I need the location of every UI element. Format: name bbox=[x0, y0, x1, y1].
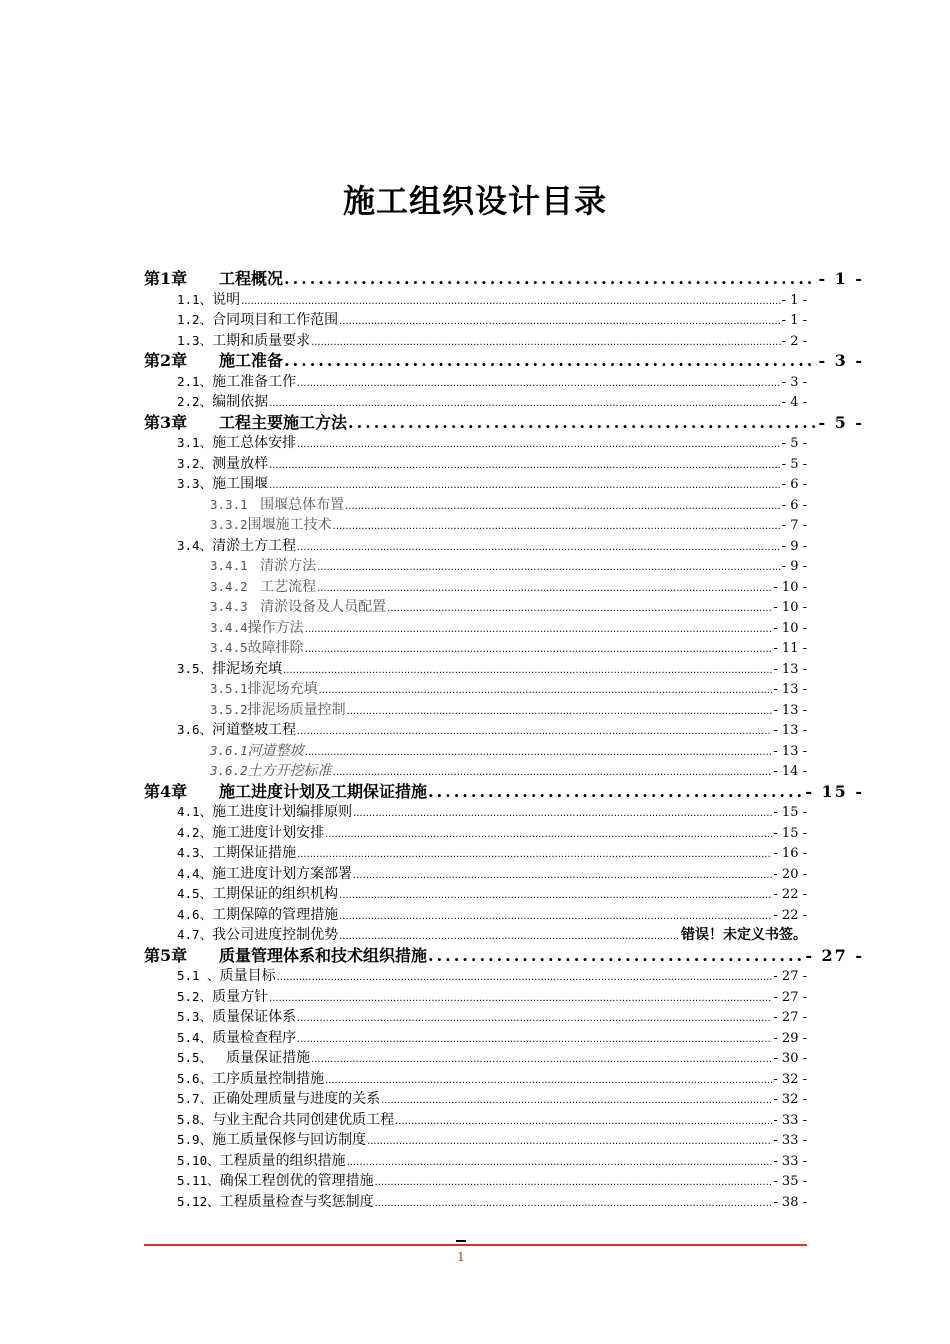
toc-number: 3.4.4 bbox=[210, 619, 248, 635]
toc-section[interactable] bbox=[177, 535, 807, 555]
toc-title: 质量目标 bbox=[219, 968, 276, 984]
toc-title: 工期保障的管理措施 bbox=[212, 906, 339, 923]
page-title: 施工组织设计目录 bbox=[342, 182, 607, 220]
toc-page-number: - 13 - bbox=[773, 661, 807, 677]
toc-section[interactable] bbox=[177, 658, 807, 678]
toc-page-number: - 10 - bbox=[773, 600, 807, 615]
toc-page-number: - 7 - bbox=[781, 518, 807, 533]
toc-dot-leader bbox=[375, 1177, 773, 1188]
toc-section[interactable] bbox=[177, 1068, 807, 1088]
toc-title: 正确处理质量与进度的关系 bbox=[212, 1091, 381, 1107]
toc-title: 工期和质量要求 bbox=[212, 332, 311, 349]
toc-title: 质量保证体系 bbox=[212, 1009, 297, 1025]
toc-section[interactable] bbox=[177, 289, 807, 309]
toc-number: 2.2、 bbox=[177, 394, 213, 409]
toc-title: 我公司进度控制优势 bbox=[212, 927, 339, 943]
toc-dot-leader bbox=[387, 603, 772, 614]
toc-dot-leader bbox=[297, 542, 781, 553]
toc-dot-leader bbox=[269, 460, 781, 471]
toc-number: 4.1、 bbox=[177, 804, 213, 819]
toc-title: 操作方法 bbox=[247, 619, 304, 636]
toc-page-number: - 5 - bbox=[781, 436, 807, 451]
toc-dot-leader bbox=[325, 1075, 772, 1086]
toc-page-number: - 1 - bbox=[781, 292, 807, 308]
toc-section[interactable] bbox=[177, 1191, 807, 1211]
toc-page-number: - 5 - bbox=[818, 412, 864, 432]
toc-number: 5.5、 bbox=[177, 1050, 213, 1065]
toc-dot-leader bbox=[333, 521, 781, 532]
toc-section[interactable] bbox=[177, 863, 807, 883]
toc-title: 围堰总体布置 bbox=[260, 496, 345, 513]
toc-dot-leader bbox=[317, 583, 772, 594]
toc-section[interactable] bbox=[177, 842, 807, 862]
toc-section[interactable] bbox=[177, 883, 807, 903]
toc-page-number: - 35 - bbox=[773, 1174, 807, 1189]
toc-subsection[interactable] bbox=[210, 617, 807, 637]
toc-page-number: 错误！未定义书签。 bbox=[681, 927, 807, 943]
toc-number: 3.4.2 bbox=[210, 578, 261, 594]
toc-title: 质量方针 bbox=[212, 988, 269, 1005]
toc-section[interactable] bbox=[177, 1129, 807, 1149]
toc-dot-leader bbox=[381, 1095, 772, 1106]
toc-subsection[interactable] bbox=[210, 494, 807, 514]
footer-page-number: 1 bbox=[457, 1250, 465, 1264]
toc-section[interactable] bbox=[177, 1109, 807, 1129]
toc-dot-leader bbox=[297, 1034, 772, 1045]
toc-dot-leader bbox=[347, 1157, 773, 1168]
toc-page-number: - 13 - bbox=[773, 702, 807, 718]
toc-title: 工期保证的组织机构 bbox=[212, 886, 339, 902]
toc-number: 第3章 bbox=[144, 412, 188, 432]
toc-title: 工程质量的组织措施 bbox=[219, 1152, 346, 1169]
toc-title: 工期保证措施 bbox=[212, 845, 297, 861]
toc-title: 工程概况 bbox=[219, 269, 284, 288]
toc-number: 5.2、 bbox=[177, 988, 213, 1004]
toc-title: 合同项目和工作范围 bbox=[212, 312, 339, 328]
toc-page-number: - 9 - bbox=[781, 559, 807, 574]
toc-section[interactable] bbox=[177, 371, 807, 391]
toc-page-number: - 27 - bbox=[773, 989, 807, 1005]
toc-dot-leader bbox=[269, 993, 772, 1004]
toc-number: 5.12、 bbox=[177, 1193, 220, 1209]
toc-section[interactable] bbox=[177, 1170, 807, 1190]
toc-title: 河道整坡 bbox=[247, 742, 304, 759]
toc-number: 1.3、 bbox=[177, 332, 213, 348]
toc-chapter[interactable] bbox=[144, 943, 864, 965]
toc-subsection[interactable] bbox=[210, 596, 807, 616]
toc-number: 1.1、 bbox=[177, 291, 213, 307]
toc-page-number: - 29 - bbox=[773, 1030, 807, 1046]
toc-dot-leader bbox=[333, 767, 773, 778]
toc-number: 第2章 bbox=[144, 351, 188, 370]
toc-dot-leader bbox=[297, 849, 772, 860]
toc-page-number: - 32 - bbox=[773, 1092, 807, 1107]
toc-page-number: - 27 - bbox=[773, 1010, 807, 1025]
toc-dot-leader bbox=[283, 665, 772, 676]
toc-dot-leader bbox=[353, 870, 772, 881]
toc-page-number: - 14 - bbox=[773, 764, 807, 779]
toc-page-number: - 27 - bbox=[805, 945, 864, 965]
toc-section[interactable] bbox=[177, 1006, 807, 1026]
toc-page-number: - 1 - bbox=[781, 313, 807, 328]
toc-number: 3.3.1 bbox=[210, 496, 261, 512]
toc-chapter[interactable] bbox=[144, 348, 864, 370]
toc-title: 清淤设备及人员配置 bbox=[260, 599, 387, 615]
toc-page-number: - 33 - bbox=[773, 1112, 807, 1128]
toc-chapter[interactable] bbox=[144, 779, 864, 801]
toc-subsection[interactable] bbox=[210, 555, 807, 575]
toc-dot-leader bbox=[348, 413, 817, 432]
toc-dot-leader bbox=[297, 1013, 772, 1024]
toc-dot-leader bbox=[277, 972, 773, 983]
toc-page-number: - 22 - bbox=[773, 907, 807, 923]
toc-page-number: - 38 - bbox=[773, 1194, 807, 1210]
toc-number: 5.3、 bbox=[177, 1009, 213, 1024]
toc-number: 5.4、 bbox=[177, 1029, 213, 1045]
toc-title: 测量放样 bbox=[212, 455, 269, 472]
toc-section[interactable] bbox=[177, 1027, 807, 1047]
toc-dot-leader bbox=[284, 269, 817, 288]
toc-page-number: - 20 - bbox=[773, 866, 807, 882]
toc-page-number: - 5 - bbox=[781, 456, 807, 472]
toc-dot-leader bbox=[339, 931, 680, 942]
toc-dot-leader bbox=[345, 501, 781, 512]
toc-title: 施工准备工作 bbox=[212, 373, 297, 390]
toc-title: 质量保证措施 bbox=[212, 1050, 311, 1066]
toc-section[interactable] bbox=[177, 822, 807, 842]
toc-title: 质量管理体系和技术组织措施 bbox=[219, 945, 428, 965]
toc-number: 3.4.3 bbox=[210, 599, 261, 614]
toc-section[interactable] bbox=[177, 309, 807, 329]
toc-title: 施工进度计划编排原则 bbox=[212, 804, 353, 820]
toc-page-number: - 27 - bbox=[773, 969, 807, 984]
toc-subsection[interactable] bbox=[210, 699, 807, 719]
toc-dot-leader bbox=[305, 747, 773, 758]
toc-title: 施工总体安排 bbox=[212, 435, 297, 451]
toc-page-number: - 6 - bbox=[781, 477, 807, 492]
toc-number: 4.2、 bbox=[177, 824, 213, 840]
toc-dot-leader bbox=[311, 337, 781, 348]
toc-dot-leader bbox=[339, 890, 772, 901]
toc-number: 第5章 bbox=[144, 945, 188, 965]
toc-number: 第1章 bbox=[144, 269, 188, 288]
toc-title: 排泥场质量控制 bbox=[247, 701, 346, 718]
toc-dot-leader bbox=[325, 829, 772, 840]
toc-dot-leader bbox=[339, 911, 772, 922]
toc-page-number: - 10 - bbox=[773, 620, 807, 636]
toc-page-number: - 13 - bbox=[773, 682, 807, 697]
toc-number: 4.6、 bbox=[177, 906, 213, 922]
footer-tick bbox=[456, 1240, 466, 1242]
toc-page-number: - 4 - bbox=[781, 395, 807, 410]
toc-number: 3.2、 bbox=[177, 455, 213, 471]
toc-dot-leader bbox=[297, 439, 781, 450]
toc-number: 3.4、 bbox=[177, 537, 213, 553]
toc-dot-leader bbox=[395, 1116, 772, 1127]
toc-page-number: - 15 - bbox=[805, 781, 864, 801]
toc-title: 施工质量保修与回访制度 bbox=[212, 1132, 367, 1148]
toc-number: 5.10、 bbox=[177, 1152, 220, 1168]
toc-page-number: - 10 - bbox=[773, 579, 807, 595]
toc-section[interactable] bbox=[177, 391, 807, 411]
toc-dot-leader bbox=[319, 685, 773, 696]
toc-dot-leader bbox=[297, 378, 781, 389]
toc-number: 2.1、 bbox=[177, 373, 213, 389]
toc-page-number: - 1 - bbox=[818, 269, 864, 288]
toc-title: 工程质量检查与奖惩制度 bbox=[219, 1193, 374, 1210]
toc-dot-leader bbox=[241, 296, 781, 307]
toc-section[interactable] bbox=[177, 330, 807, 350]
toc-number: 4.3、 bbox=[177, 845, 213, 860]
toc-dot-leader bbox=[367, 1136, 772, 1147]
toc-dot-leader bbox=[428, 946, 804, 965]
toc-section[interactable] bbox=[177, 1088, 807, 1108]
toc-section[interactable] bbox=[177, 1047, 807, 1067]
toc-page-number: - 3 - bbox=[818, 351, 864, 370]
toc-page-number: - 30 - bbox=[773, 1051, 807, 1066]
toc-title: 工序质量控制措施 bbox=[212, 1070, 325, 1087]
toc-number: 3.4.5 bbox=[210, 640, 248, 655]
toc-page-number: - 22 - bbox=[773, 887, 807, 902]
toc-title: 围堰施工技术 bbox=[247, 517, 332, 533]
toc-dot-leader bbox=[375, 1198, 773, 1209]
toc-dot-leader bbox=[311, 1054, 772, 1065]
toc-title: 质量检查程序 bbox=[212, 1029, 297, 1046]
toc-title: 排泥场充填 bbox=[247, 681, 318, 697]
toc-title: 编制依据 bbox=[212, 394, 269, 410]
toc-number: 3.5、 bbox=[177, 660, 213, 676]
toc-dot-leader bbox=[347, 706, 773, 717]
toc-title: 工程主要施工方法 bbox=[219, 412, 348, 432]
toc-number: 3.5.1 bbox=[210, 681, 248, 696]
toc-number: 5.9、 bbox=[177, 1132, 213, 1147]
toc-number: 3.3.2 bbox=[210, 517, 248, 532]
toc-page-number: - 6 - bbox=[781, 497, 807, 513]
toc-number: 3.6.1 bbox=[210, 742, 248, 758]
toc-subsection[interactable] bbox=[210, 514, 807, 534]
toc-subsection[interactable] bbox=[210, 576, 807, 596]
toc-page-number: - 11 - bbox=[773, 641, 807, 656]
toc-number: 5.8、 bbox=[177, 1111, 213, 1127]
toc-page-number: - 2 - bbox=[781, 333, 807, 349]
toc-number: 5.6、 bbox=[177, 1070, 213, 1086]
toc-page-number: - 33 - bbox=[773, 1133, 807, 1148]
toc-dot-leader bbox=[317, 562, 781, 573]
toc-chapter[interactable] bbox=[144, 266, 864, 288]
toc-page-number: - 32 - bbox=[773, 1071, 807, 1087]
toc-number: 4.5、 bbox=[177, 886, 213, 901]
toc-page-number: - 15 - bbox=[773, 805, 807, 820]
toc-number: 5.11、 bbox=[177, 1173, 220, 1188]
toc-dot-leader bbox=[339, 316, 781, 327]
toc-number: 1.2、 bbox=[177, 312, 213, 327]
toc-title: 施工进度计划安排 bbox=[212, 824, 325, 841]
toc-title: 确保工程创优的管理措施 bbox=[219, 1173, 374, 1189]
toc-chapter[interactable] bbox=[144, 410, 864, 432]
toc-dot-leader bbox=[305, 644, 773, 655]
toc-page-number: - 13 - bbox=[773, 723, 807, 738]
toc-title: 与业主配合共同创建优质工程 bbox=[212, 1111, 395, 1128]
toc-number: 3.6、 bbox=[177, 722, 213, 737]
toc-section[interactable] bbox=[177, 801, 807, 821]
toc-title: 施工进度计划方案部署 bbox=[212, 865, 353, 882]
toc-number: 3.6.2 bbox=[210, 763, 248, 778]
toc-section[interactable] bbox=[177, 986, 807, 1006]
toc-dot-leader bbox=[269, 398, 781, 409]
toc-title: 清淤方法 bbox=[260, 558, 317, 574]
toc-number: 第4章 bbox=[144, 781, 188, 801]
toc-section[interactable] bbox=[177, 965, 807, 985]
toc-title: 施工围堰 bbox=[212, 476, 269, 492]
toc-subsection[interactable] bbox=[210, 678, 807, 698]
toc-title: 说明 bbox=[212, 291, 241, 308]
toc-page-number: - 15 - bbox=[773, 825, 807, 841]
toc-title: 土方开挖标准 bbox=[247, 763, 332, 779]
toc-title: 河道整坡工程 bbox=[212, 722, 297, 738]
toc-dot-leader bbox=[428, 782, 804, 801]
toc-number: 4.4、 bbox=[177, 865, 213, 881]
toc-dot-leader bbox=[305, 624, 773, 635]
toc-page-number: - 9 - bbox=[781, 538, 807, 554]
toc-page-number: - 13 - bbox=[773, 743, 807, 759]
toc-number: 3.1、 bbox=[177, 435, 213, 450]
toc-page-number: - 33 - bbox=[773, 1153, 807, 1169]
toc-page-number: - 3 - bbox=[781, 374, 807, 390]
toc-dot-leader bbox=[269, 480, 781, 491]
toc-subsection[interactable] bbox=[210, 637, 807, 657]
footer-rule bbox=[144, 1244, 807, 1246]
toc-number: 3.4.1 bbox=[210, 558, 261, 573]
toc-title: 清淤土方工程 bbox=[212, 537, 297, 554]
toc-number: 5.7、 bbox=[177, 1091, 213, 1106]
toc-section[interactable] bbox=[177, 1150, 807, 1170]
toc-title: 故障排除 bbox=[247, 640, 304, 656]
toc-title: 工艺流程 bbox=[260, 578, 317, 595]
toc-number: 5.1 、 bbox=[177, 968, 220, 983]
toc-page-number: - 16 - bbox=[773, 846, 807, 861]
toc-title: 施工进度计划及工期保证措施 bbox=[219, 781, 428, 801]
toc-section[interactable] bbox=[177, 473, 807, 493]
toc-section[interactable] bbox=[177, 719, 807, 739]
toc-section[interactable] bbox=[177, 453, 807, 473]
toc-number: 4.7、 bbox=[177, 927, 213, 942]
toc-subsection[interactable] bbox=[210, 740, 807, 760]
toc-subsection[interactable] bbox=[210, 760, 807, 780]
toc-section[interactable] bbox=[177, 432, 807, 452]
toc-dot-leader bbox=[353, 808, 772, 819]
toc-title: 排泥场充填 bbox=[212, 660, 283, 677]
toc-dot-leader bbox=[297, 726, 772, 737]
toc-number: 3.5.2 bbox=[210, 701, 248, 717]
toc-title: 施工准备 bbox=[219, 351, 284, 370]
toc-section[interactable] bbox=[177, 904, 807, 924]
toc-dot-leader bbox=[284, 351, 817, 370]
toc-section[interactable] bbox=[177, 924, 807, 944]
toc-number: 3.3、 bbox=[177, 476, 213, 491]
